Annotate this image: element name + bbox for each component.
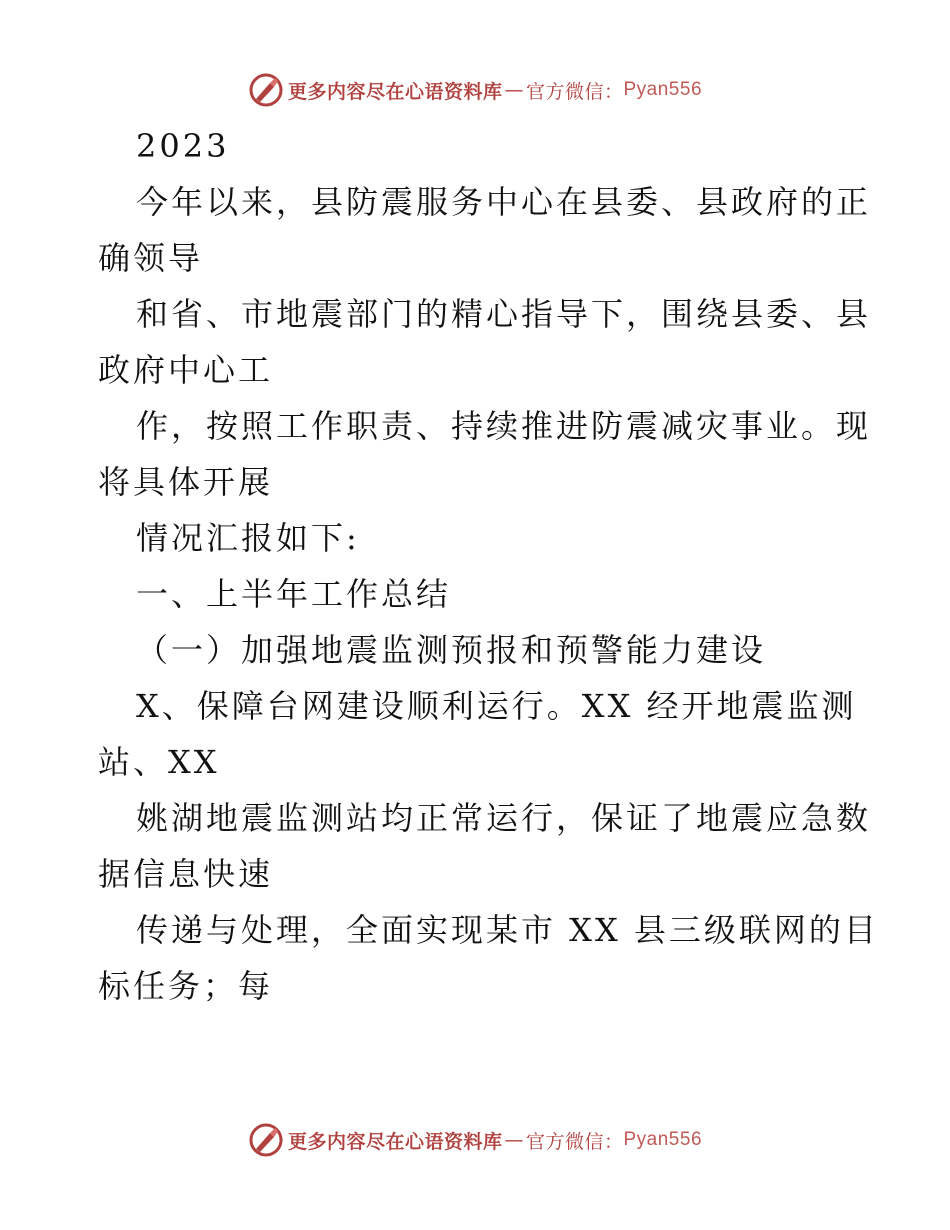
document-line: 据信息快速 [98,855,274,893]
page-header-watermark [0,70,950,110]
document-line: 姚湖地震监测站均正常运行，保证了地震应急数 [136,799,872,837]
pen-logo-icon [248,1122,284,1158]
document-line: X、保障台网建设顺利运行。XX 经开地震监测 [136,687,857,725]
document-line: 作，按照工作职责、持续推进防震减灾事业。现 [136,407,872,445]
watermark-wechat-id: Pyan556 [623,79,703,100]
document-line: （一）加强地震监测预报和预警能力建设 [136,631,767,669]
watermark-separator: — [504,79,524,101]
document-line: 政府中心工 [98,351,274,389]
pen-logo-icon [248,72,284,108]
watermark-wechat-id: Pyan556 [623,1129,703,1150]
document-line: 确领导 [98,239,204,277]
document-line: 今年以来，县防震服务中心在县委、县政府的正 [136,183,872,221]
page-footer-watermark [0,1120,950,1160]
document-line: 和省、市地震部门的精心指导下，围绕县委、县 [136,295,872,333]
watermark-separator: — [504,1129,524,1151]
document-line: 标任务；每 [98,967,274,1005]
document-body [98,118,879,1014]
document-line: 情况汇报如下: [136,519,360,557]
document-line: 一、上半年工作总结 [136,575,452,613]
document-line: 传递与处理，全面实现某市 XX 县三级联网的目 [136,911,879,949]
watermark-text: 更多内容尽在心语资料库 [287,80,503,103]
watermark-label: 官方微信： [525,1130,624,1153]
document-line: 2023 [136,127,230,165]
document-line: 将具体开展 [98,463,274,501]
watermark-label: 官方微信： [525,80,624,103]
document-line: 站、XX [98,743,220,781]
watermark-text: 更多内容尽在心语资料库 [287,1130,503,1153]
